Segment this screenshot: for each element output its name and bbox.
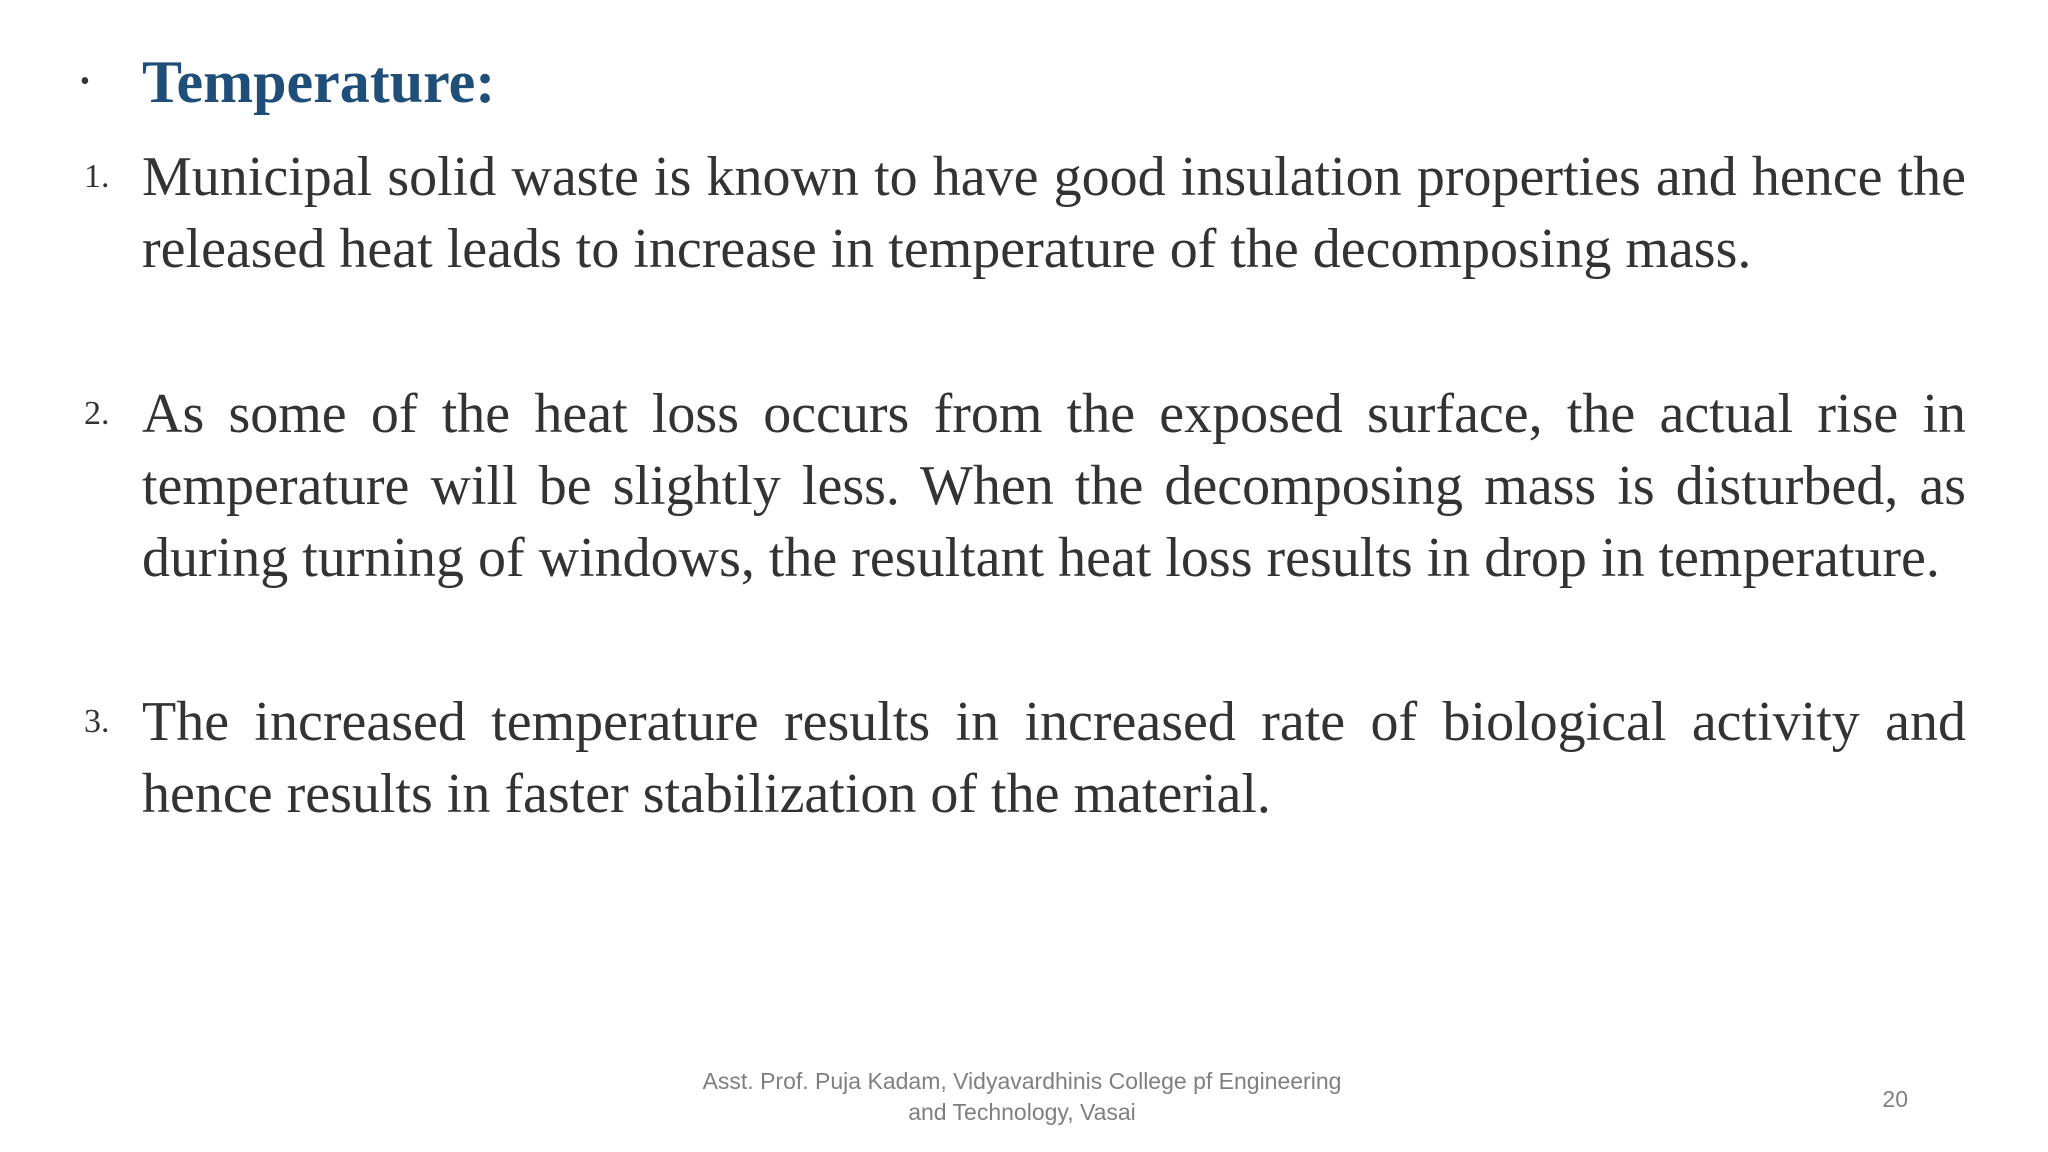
slide-footer	[622, 1066, 1422, 1128]
heading-row	[80, 42, 1980, 122]
list-item-text: The increased temperature results in increased rate of biological activity and hence results in faster stabilization of the material.	[142, 691, 1966, 825]
footer-line-2: and Technology, Vasai	[908, 1099, 1136, 1125]
footer-line-1: Asst. Prof. Puja Kadam, Vidyavardhinis College pf Engineering	[702, 1068, 1342, 1094]
bullet-icon: •	[80, 66, 90, 97]
list-item-number: 1.	[84, 158, 110, 195]
list-item-text: Municipal solid waste is known to have good insulation properties and hence the released heat leads to increase in temperature of the decomposing mass.	[142, 146, 1966, 280]
list-item-number: 2.	[84, 395, 110, 432]
page-number: 20	[1882, 1086, 1908, 1112]
slide-heading: Temperature:	[142, 49, 496, 115]
list-item-number: 3.	[84, 703, 110, 740]
list-item-text: As some of the heat loss occurs from the exposed surface, the actual rise in temperature will be slightly less. When the decomposing mass is disturbed, as during turning of windows, the resultant heat loss results in drop in temperature.	[142, 383, 1966, 589]
